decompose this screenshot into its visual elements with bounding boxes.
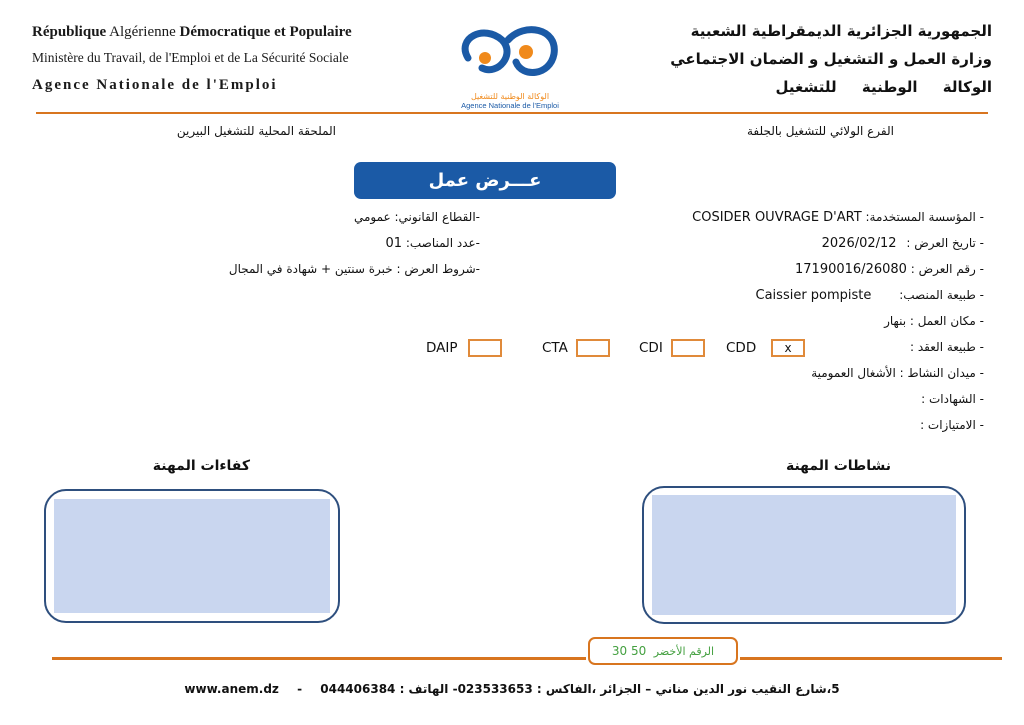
contract-checkbox-cta[interactable] — [576, 339, 610, 357]
activities-title: نشاطات المهنة — [785, 458, 891, 474]
logo-text-ar: الوكالة الوطنية للتشغيل — [470, 92, 550, 101]
page-title: عـــرض عمل — [354, 162, 616, 199]
offer-conditions-field: -شروط العرض : خبرة سنتين + شهادة في المجال — [228, 262, 480, 276]
skills-title: كفاءات المهنة — [152, 458, 250, 474]
green-number-label: الرقم الأخضر — [653, 645, 715, 658]
logo-text-fr: Agence Nationale de l'Emploi — [461, 101, 559, 110]
offer-number-field: - رقم العرض : 17190016/26080 — [795, 262, 984, 277]
green-number-value: 30 50 — [611, 644, 647, 658]
footer-line-left — [52, 657, 586, 660]
contract-checkbox-daip[interactable] — [468, 339, 502, 357]
footer-separator: - — [297, 682, 303, 696]
skills-panel[interactable] — [44, 489, 340, 623]
offer-number-value: 17190016/26080 — [795, 262, 907, 277]
footer-website[interactable]: www.anem.dz — [184, 682, 279, 696]
skills-panel-fill — [54, 499, 330, 613]
header-fr-line3: Agence Nationale de l'Emploi — [32, 77, 278, 93]
contract-checkbox-cdd[interactable]: x — [771, 339, 805, 357]
wilaya-branch: الفرع الولائي للتشغيل بالجلفة — [747, 124, 894, 138]
header-divider — [36, 112, 988, 114]
local-annex: الملحقة المحلية للتشغيل البيرين — [176, 124, 336, 138]
offer-date-value: 2026/02/12 — [821, 236, 897, 251]
diplomas-field: - الشهادات : — [921, 392, 984, 406]
anem-logo — [446, 18, 574, 110]
header-ar-line3: الوكالة الوطنية للتشغيل — [775, 78, 992, 96]
contract-label-cta: CTA — [542, 340, 568, 356]
activities-panel-fill — [652, 495, 956, 615]
activities-panel[interactable] — [642, 486, 966, 624]
footer-contact — [0, 682, 1024, 696]
contract-checkbox-cdi[interactable] — [671, 339, 705, 357]
header-fr-line1: République Algérienne Démocratique et Populaire — [32, 24, 352, 40]
anem-logo-icon — [446, 18, 574, 88]
contract-type-label: - طبيعة العقد : — [910, 340, 984, 354]
contract-label-cdd: CDD — [726, 340, 757, 356]
position-value: Caissier pompiste — [755, 288, 872, 303]
activity-field: - ميدان النشاط : الأشغال العمومية — [811, 366, 984, 380]
contract-label-daip: DAIP — [426, 340, 458, 356]
positions-count-value: 01 — [385, 236, 402, 251]
workplace-field: - مكان العمل : بنهار — [884, 314, 984, 328]
positions-count-field: -عدد المناصب: 01 — [385, 236, 480, 251]
privileges-field: - الامتيازات : — [920, 418, 984, 432]
header-ar-line2: وزارة العمل و التشغيل و الضمان الاجتماعي — [670, 50, 992, 68]
employer-field: - المؤسسة المستخدمة: COSIDER OUVRAGE D'ART — [692, 210, 984, 225]
footer-address: 5،شارع النقيب نور الدين مناني – الجزائر ،الفاكس : 023533653- الهاتف : 044406384 — [320, 682, 840, 696]
legal-sector-field: -القطاع القانوني: عمومي — [353, 210, 480, 224]
green-number-badge — [588, 637, 738, 665]
offer-date-field: - تاريخ العرض : 2026/02/12 — [821, 236, 984, 251]
employer-value: COSIDER OUVRAGE D'ART — [692, 210, 862, 225]
position-field: - طبيعة المنصب: Caissier pompiste — [755, 288, 984, 303]
footer-line-right — [740, 657, 1002, 660]
header-ar-line1: الجمهورية الجزائرية الديمقراطية الشعبية — [690, 22, 992, 40]
header-fr-line2: Ministère du Travail, de l'Emploi et de La Sécurité Sociale — [32, 50, 349, 65]
contract-label-cdi: CDI — [639, 340, 663, 356]
